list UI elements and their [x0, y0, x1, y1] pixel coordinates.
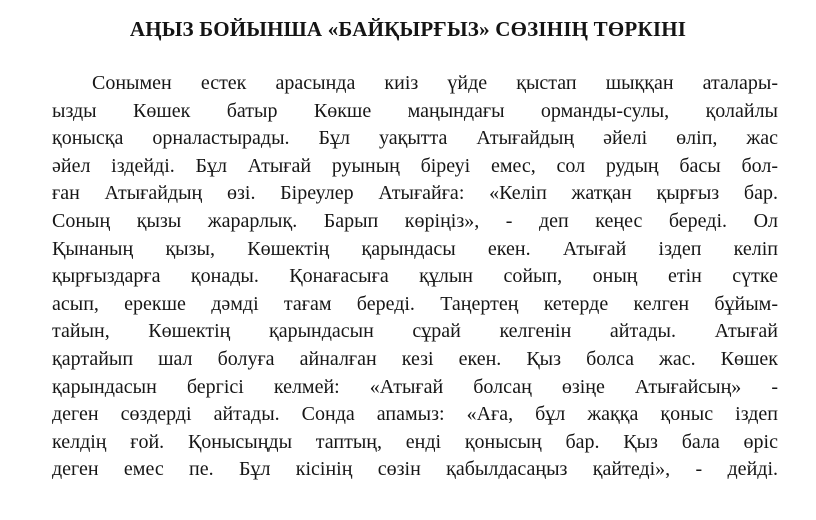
- text-line: Қынаның қызы, Көшектің қарындасы екен. Атығай іздеп келіп: [52, 237, 778, 260]
- text-line: әйел іздейді. Бұл Атығай руының біреуі емес, сол рудың басы бол-: [52, 154, 778, 177]
- text-line: Сонымен естек арасында киіз үйде қыстап шыққан аталары-: [92, 72, 778, 94]
- text-line: келдің ғой. Қонысыңды таптың, енді қонысың бар. Қыз бала өріс: [52, 430, 778, 453]
- body-paragraph: [52, 70, 778, 484]
- text-line: Соның қызы жарарлық. Барып көріңіз», - деп кеңес береді. Ол: [52, 209, 778, 232]
- text-line: қырғыздарға қонады. Қонағасыға құлын сойып, оның етін сүтке: [52, 265, 778, 288]
- text-line: ған Атығайдың өзі. Біреулер Атығайға: «Келіп жатқан қырғыз бар.: [52, 182, 778, 205]
- text-line: қартайып шал болуға айналған кезі екен. Қыз болса жас. Көшек: [52, 347, 778, 370]
- text-line: қарындасын бергісі келмей: «Атығай болсаң өзіңе Атығайсың» -: [52, 375, 778, 398]
- text-line: деген емес пе. Бұл кісінің сөзін қабылдасаңыз қайтеді», - дейді.: [52, 458, 778, 481]
- text-line: деген сөздерді айтады. Сонда апамыз: «Аға, бұл жаққа қоныс іздеп: [52, 403, 778, 426]
- page-title: АҢЫЗ БОЙЫНША «БАЙҚЫРҒЫЗ» СӨЗІНІҢ ТӨРКІНІ: [129, 17, 687, 41]
- text-line: асып, ерекше дәмді тағам береді. Таңертең кетерде келген бұйым-: [52, 292, 778, 315]
- text-line: ызды Көшек батыр Көкше маңындағы орманды-сулы, қолайлы: [52, 99, 778, 122]
- text-line: тайын, Көшектің қарындасын сұрай келгенін айтады. Атығай: [52, 320, 778, 343]
- text-line: қонысқа орналастырады. Бұл уақытта Атығайдың әйелі өліп, жас: [52, 127, 778, 150]
